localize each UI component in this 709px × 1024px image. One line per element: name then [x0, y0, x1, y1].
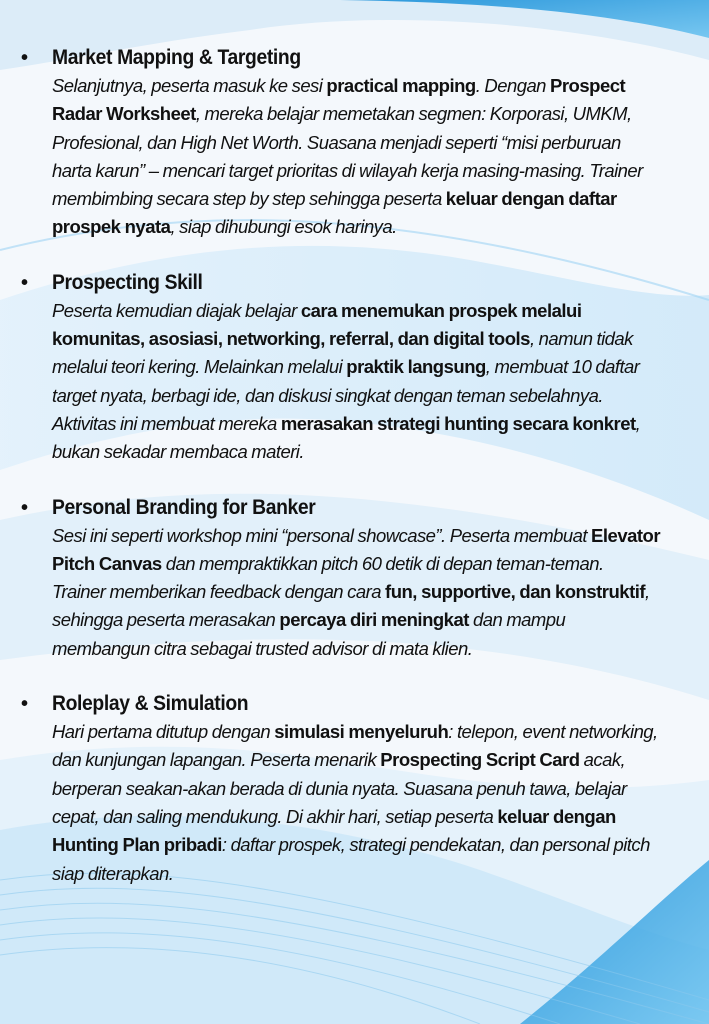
body-text: dan mempraktikkan pitch 60 detik di depan teman-teman. Trainer memberikan feedback dengan cara [52, 552, 604, 603]
body-text: dan mampu membangun citra sebagai trusted advisor di mata klien. [52, 609, 566, 659]
emphasis-text: simulasi menyeluruh [274, 721, 449, 743]
emphasis-text: fun, supportive, dan konstruktif [385, 581, 646, 603]
emphasis-text: keluar dengan daftar prospek nyata [52, 188, 617, 238]
bullet: • [21, 693, 29, 716]
content [0, 44, 709, 915]
section-roleplay-simulation [0, 690, 709, 888]
body-text: , siap dihubungi esok harinya. [170, 216, 397, 238]
section-prospecting-skill [0, 269, 709, 467]
section-market-mapping [0, 44, 709, 242]
body-text: Sesi ini seperti workshop mini “personal showcase”. Peserta membuat [52, 524, 592, 546]
body-text: : telepon, event networking, dan kunjungan lapangan. Peserta menarik [52, 721, 658, 771]
section-body [52, 72, 661, 242]
section-title: Market Mapping & Targeting [52, 46, 301, 69]
body-text: , sehingga peserta merasakan [52, 581, 650, 631]
section-body [52, 522, 661, 663]
body-text: , membuat 10 daftar target nyata, berbagi ide, dan diskusi singkat dengan teman sebelahnya. Aktivitas ini membuat mereka [52, 356, 640, 434]
emphasis-text: percaya diri meningkat [279, 609, 469, 631]
emphasis-text: Prospecting Script Card [380, 749, 580, 771]
section-body [52, 297, 661, 467]
body-text: , namun tidak melalui teori kering. Melainkan melalui [52, 328, 633, 378]
body-text: : daftar prospek, strategi pendekatan, dan personal pitch siap diterapkan. [52, 834, 650, 884]
body-text: Selanjutnya, peserta masuk ke sesi [52, 75, 327, 96]
body-text: . Dengan [475, 75, 551, 96]
section-title: Prospecting Skill [52, 270, 203, 294]
body-text: acak, berperan seakan-akan berada di dunia nyata. Suasana penuh tawa, belajar cepat, dan saling mendukung. Di akhir hari, setiap peserta [52, 749, 627, 827]
body-text: Peserta kemudian diajak belajar [52, 299, 301, 321]
emphasis-text: merasakan strategi hunting secara konkret [280, 412, 636, 434]
section-personal-branding [0, 494, 709, 663]
section-body [52, 718, 661, 888]
section-title: Personal Branding for Banker [52, 495, 316, 519]
bullet: • [21, 271, 29, 294]
emphasis-text: practical mapping [326, 75, 476, 96]
emphasis-text: Prospect Radar Worksheet [52, 75, 626, 125]
bullet: • [21, 47, 29, 69]
emphasis-text: cara menemukan prospek melalui komunitas, asosiasi, networking, referral, dan digital tools [52, 299, 582, 350]
emphasis-text: praktik langsung [346, 356, 486, 378]
body-text: , bukan sekadar membaca materi. [52, 412, 641, 463]
section-title: Roleplay & Simulation [52, 692, 249, 716]
body-text: , mereka belajar memetakan segmen: Korporasi, UMKM, Profesional, dan High Net Worth. Suasana menjadi seperti “misi perburuan harta karun” – mencari target prioritas di wilayah kerja masing-masing. Trainer membimbing secara step by step sehingga peserta [52, 103, 643, 210]
bullet: • [21, 496, 29, 519]
emphasis-text: Elevator Pitch Canvas [52, 524, 661, 574]
emphasis-text: keluar dengan Hunting Plan pribadi [52, 805, 616, 856]
body-text: Hari pertama ditutup dengan [52, 721, 275, 743]
